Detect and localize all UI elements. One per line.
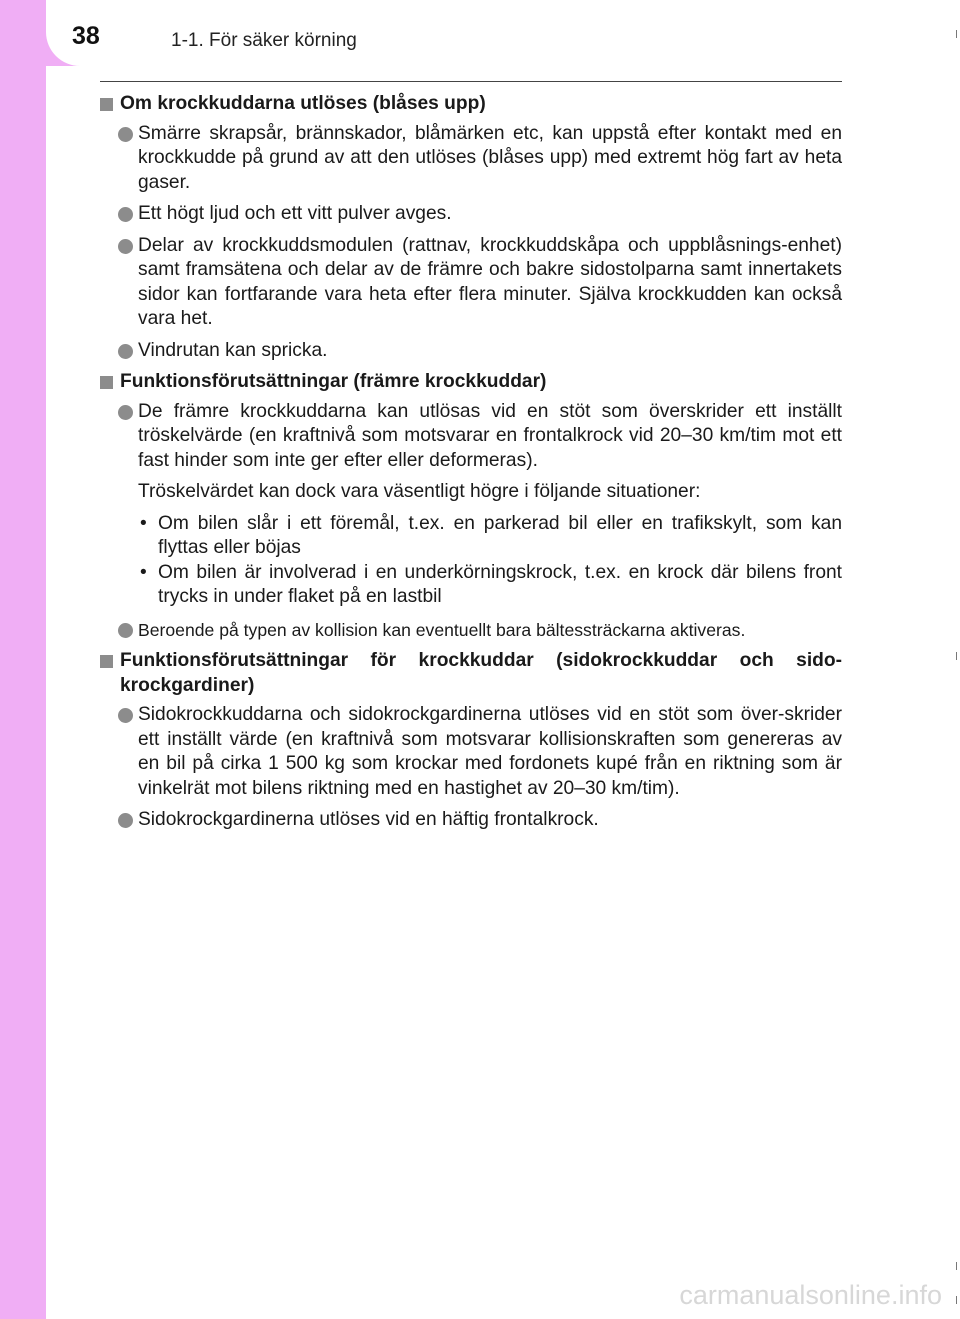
circle-bullet-icon (118, 127, 133, 142)
section-heading: Om krockkuddarna utlöses (blåses upp) (100, 92, 842, 117)
circle-bullet-icon (118, 708, 133, 723)
crop-mark (956, 652, 957, 660)
bullet-item: Sidokrockkuddarna och sidokrockgardinerna utlöses vid en stöt som över-skrider ett inställt värde (en kraftnivå som motsvarar kollisionskraften som genereras av en bil på cirka 1 500 kg som krockar med fordonets kupé från en riktning som är vinkelrät mot bilens riktning med en hastighet av 20–30 km/tim). (100, 703, 842, 801)
circle-bullet-icon (118, 623, 133, 638)
page-number: 38 (72, 22, 100, 50)
circle-bullet-icon (118, 344, 133, 359)
bullet-item: Vindrutan kan spricka. (100, 339, 842, 364)
bullet-item: Sidokrockgardinerna utlöses vid en häftig frontalkrock. (100, 808, 842, 833)
crop-mark (956, 30, 957, 38)
crop-mark (956, 1296, 957, 1304)
circle-bullet-icon (118, 813, 133, 828)
square-bullet-icon (100, 98, 113, 111)
sub-bullet-marker: • (140, 561, 147, 583)
page-content (100, 92, 842, 840)
side-color-band (0, 0, 46, 1319)
bullet-item: Ett högt ljud och ett vitt pulver avges. (100, 202, 842, 227)
sub-bullet-marker: • (140, 512, 147, 534)
header-rule (100, 81, 842, 82)
paragraph: Tröskelvärdet kan dock vara väsentligt högre i följande situationer: (138, 481, 701, 502)
section-heading: Funktionsförutsättningar (främre krockkuddar) (100, 370, 842, 395)
bullet-item: De främre krockkuddarna kan utlösas vid en stöt som överskrider ett inställt tröskelvärde (en kraftnivå som motsvarar en frontalkrock vid 20–30 km/tim mot ett fast hinder som inte ger efter eller deformeras). (100, 400, 842, 474)
square-bullet-icon (100, 655, 113, 668)
bullet-item: Beroende på typen av kollision kan eventuellt bara bältessträckarna aktiveras. (100, 618, 842, 643)
square-bullet-icon (100, 376, 113, 389)
circle-bullet-icon (118, 405, 133, 420)
bullet-item: Delar av krockkuddsmodulen (rattnav, krockkuddskåpa och uppblåsnings-enhet) samt framsätena och delar av de främre och bakre sidostolparna samt innertakets sidor kan fortfarande vara heta efter flera minuter. Själva krockkudden kan också vara het. (100, 234, 842, 332)
circle-bullet-icon (118, 239, 133, 254)
crop-mark (956, 1262, 957, 1270)
section-title: 1-1. För säker körning (171, 30, 357, 51)
sub-item: • Om bilen är involverad i en underkörningskrock, t.ex. en krock där bilens front trycks in under flaket på en lastbil (140, 561, 842, 607)
sub-item: • Om bilen slår i ett föremål, t.ex. en parkerad bil eller en trafikskylt, som kan flyttas eller böjas (140, 512, 842, 558)
section-heading: Funktionsförutsättningar för krockkuddar (sidokrockkuddar och sido-krockgardiner) (100, 649, 842, 698)
bullet-item: Smärre skrapsår, brännskador, blåmärken etc, kan uppstå efter kontakt med en krockkudde på grund av att den utlöses (blåses upp) med extremt hög fart av heta gaser. (100, 122, 842, 196)
watermark: carmanualsonline.info (679, 1280, 942, 1310)
circle-bullet-icon (118, 207, 133, 222)
